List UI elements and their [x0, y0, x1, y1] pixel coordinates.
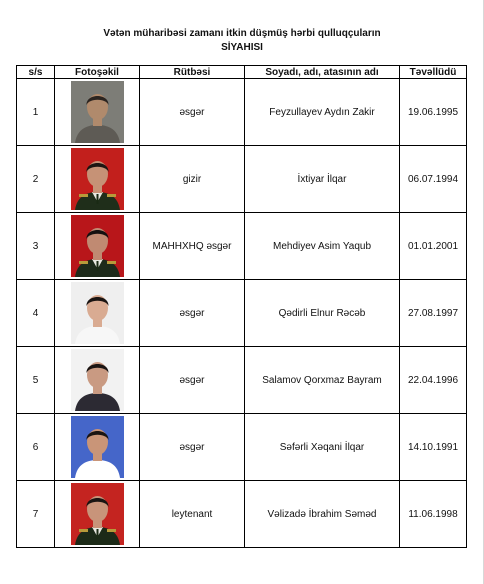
row-number: 3	[17, 213, 55, 280]
row-birth-date: 01.01.2001	[400, 213, 467, 280]
row-birth-date: 11.06.1998	[400, 481, 467, 548]
row-rank: əsgər	[140, 280, 245, 347]
title-line-1: Vətən müharibəsi zamanı itkin düşmüş hərbi qulluqçuların	[103, 28, 381, 39]
row-full-name: Mehdiyev Asim Yaqub	[245, 213, 400, 280]
row-rank: əsgər	[140, 79, 245, 146]
table-row	[17, 213, 467, 280]
row-photo-cell	[55, 79, 140, 146]
soldier-photo	[71, 282, 124, 344]
row-photo-cell	[55, 347, 140, 414]
row-number: 7	[17, 481, 55, 548]
table-row	[17, 414, 467, 481]
table-row	[17, 146, 467, 213]
row-full-name: Feyzullayev Aydın Zakir	[245, 79, 400, 146]
row-photo-cell	[55, 280, 140, 347]
row-birth-date: 22.04.1996	[400, 347, 467, 414]
personnel-table	[16, 65, 467, 548]
row-birth-date: 06.07.1994	[400, 146, 467, 213]
row-full-name: Vəlizadə İbrahim Səməd	[245, 481, 400, 548]
document-title	[0, 27, 484, 55]
table-row	[17, 481, 467, 548]
row-photo-cell	[55, 213, 140, 280]
row-rank: gizir	[140, 146, 245, 213]
row-full-name: Səfərli Xəqani İlqar	[245, 414, 400, 481]
soldier-photo	[71, 416, 124, 478]
header-full-name: Soyadı, adı, atasının adı	[245, 66, 400, 79]
header-photo: Fotoşəkil	[55, 66, 140, 79]
row-rank: MAHHXHQ əsgər	[140, 213, 245, 280]
row-full-name: İxtiyar İlqar	[245, 146, 400, 213]
row-rank: əsgər	[140, 414, 245, 481]
row-full-name: Qədirli Elnur Rəcəb	[245, 280, 400, 347]
row-full-name: Salamov Qorxmaz Bayram	[245, 347, 400, 414]
title-line-2: SİYAHISI	[221, 42, 263, 53]
soldier-photo	[71, 148, 124, 210]
row-rank: leytenant	[140, 481, 245, 548]
header-birth-date: Təvəllüdü	[400, 66, 467, 79]
row-number: 5	[17, 347, 55, 414]
row-birth-date: 14.10.1991	[400, 414, 467, 481]
row-photo-cell	[55, 414, 140, 481]
soldier-photo	[71, 483, 124, 545]
row-birth-date: 19.06.1995	[400, 79, 467, 146]
table-row	[17, 347, 467, 414]
soldier-photo	[71, 81, 124, 143]
row-number: 1	[17, 79, 55, 146]
soldier-photo	[71, 215, 124, 277]
table-header-row	[17, 66, 467, 79]
header-rank: Rütbəsi	[140, 66, 245, 79]
soldier-photo	[71, 349, 124, 411]
row-rank: əsgər	[140, 347, 245, 414]
table-row	[17, 280, 467, 347]
row-photo-cell	[55, 481, 140, 548]
row-birth-date: 27.08.1997	[400, 280, 467, 347]
row-number: 6	[17, 414, 55, 481]
table-row	[17, 79, 467, 146]
row-photo-cell	[55, 146, 140, 213]
row-number: 2	[17, 146, 55, 213]
row-number: 4	[17, 280, 55, 347]
header-number: s/s	[17, 66, 55, 79]
